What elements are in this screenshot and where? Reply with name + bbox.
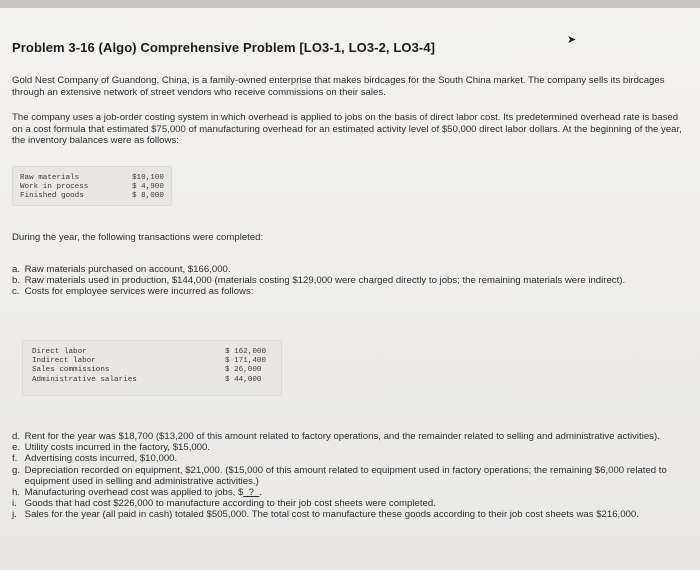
cost-value: $ 44,000 — [225, 375, 262, 384]
inventory-label: Work in process — [20, 183, 89, 192]
list-item — [12, 431, 672, 442]
table-row — [12, 183, 172, 192]
cost-label: Direct labor — [32, 348, 87, 356]
item-letter: g. — [12, 464, 21, 476]
item-text-main: Manufacturing overhead cost was applied to jobs, $ — [24, 487, 244, 499]
transactions-list-a-c — [12, 264, 672, 298]
item-text: Advertising costs incurred, $10,000. — [24, 453, 178, 465]
table-row — [22, 357, 282, 366]
answer-blank[interactable]: _?_ — [243, 487, 260, 499]
item-letter: f. — [12, 453, 18, 465]
item-text: Raw materials used in production, $144,000 (materials costing $129,000 were charged directly to jobs; the remaining materials were indirect). — [24, 275, 626, 287]
item-text: Sales for the year (all paid in cash) totaled $505,000. The total cost to manufacture these goods according to their job cost sheets was $216,000. — [24, 509, 639, 521]
inventory-table — [12, 166, 172, 206]
item-letter: d. — [12, 431, 21, 442]
list-item — [12, 442, 672, 453]
table-row — [12, 174, 172, 183]
cost-value: $ 162,000 — [225, 348, 267, 356]
list-item — [12, 275, 672, 286]
inventory-value: $10,100 — [132, 174, 164, 182]
cost-label: Sales commissions — [32, 366, 110, 375]
item-text: Depreciation recorded on equipment, $21,000. ($15,000 of this amount related to equipment used in factory operations; the remaining $6,000 related to equipment used in selling and administrative activities.) — [24, 464, 667, 487]
cost-label: Administrative salaries — [32, 375, 137, 384]
top-bar — [0, 0, 700, 8]
item-text: Raw materials purchased on account, $166,000. — [24, 264, 231, 275]
item-text: Rent for the year was $18,700 ($13,200 of this amount related to factory operations, and the remainder related to selling and administrative activities). — [24, 431, 660, 442]
cost-value: $ 171,400 — [225, 357, 267, 366]
table-row — [22, 376, 282, 385]
list-item — [12, 487, 672, 498]
item-letter: a. — [12, 264, 21, 275]
item-letter: i. — [12, 498, 17, 510]
item-text: Costs for employee services were incurred as follows: — [24, 286, 254, 298]
item-text — [25, 487, 672, 498]
cost-label: Indirect labor — [32, 357, 96, 366]
item-letter: h. — [12, 487, 21, 499]
item-letter: j. — [12, 509, 17, 521]
intro-paragraph: Gold Nest Company of Guandong, China, is a family-owned enterprise that makes birdcages for the South China market. The company sells its birdcages through an extensive network of street vendors who receive commissions on their sales. — [12, 75, 665, 98]
list-item — [12, 264, 672, 275]
inventory-value: $ 8,000 — [132, 192, 164, 201]
list-item — [12, 465, 672, 487]
table-row — [22, 366, 282, 375]
item-letter: b. — [12, 275, 21, 287]
item-text: Utility costs incurred in the factory, $15,000. — [24, 442, 211, 454]
list-item — [12, 509, 672, 520]
table-row — [22, 348, 282, 357]
cost-value: $ 26,000 — [225, 366, 262, 375]
employee-costs-table — [22, 340, 282, 396]
list-item — [12, 286, 672, 297]
item-text: Goods that had cost $226,000 to manufacture according to their job cost sheets were completed. — [24, 498, 436, 510]
list-item — [12, 498, 672, 509]
item-letter: c. — [12, 286, 20, 298]
list-item — [12, 453, 672, 464]
transactions-intro: During the year, the following transactions were completed: — [12, 232, 264, 243]
transactions-list-d-j — [12, 431, 672, 521]
inventory-label: Finished goods — [20, 192, 84, 201]
inventory-value: $ 4,900 — [132, 183, 164, 192]
item-letter: e. — [12, 442, 21, 454]
item-text-end: . — [259, 487, 263, 499]
problem-title: Problem 3-16 (Algo) Comprehensive Problem [LO3-1, LO3-2, LO3-4] — [12, 40, 436, 55]
inventory-label: Raw materials — [20, 174, 80, 182]
costing-paragraph: The company uses a job-order costing system in which overhead is applied to jobs on the basis of direct labor cost. Its predetermined overhead rate is based on a cost formula that estimated $75,000 of manufacturing overhead for an estimated activity level of $50,000 direct labor dollars. At the beginning of the year, the inventory balances were as follows: — [12, 112, 682, 146]
mouse-cursor-icon: ➤ — [567, 34, 577, 46]
table-row — [12, 192, 172, 201]
